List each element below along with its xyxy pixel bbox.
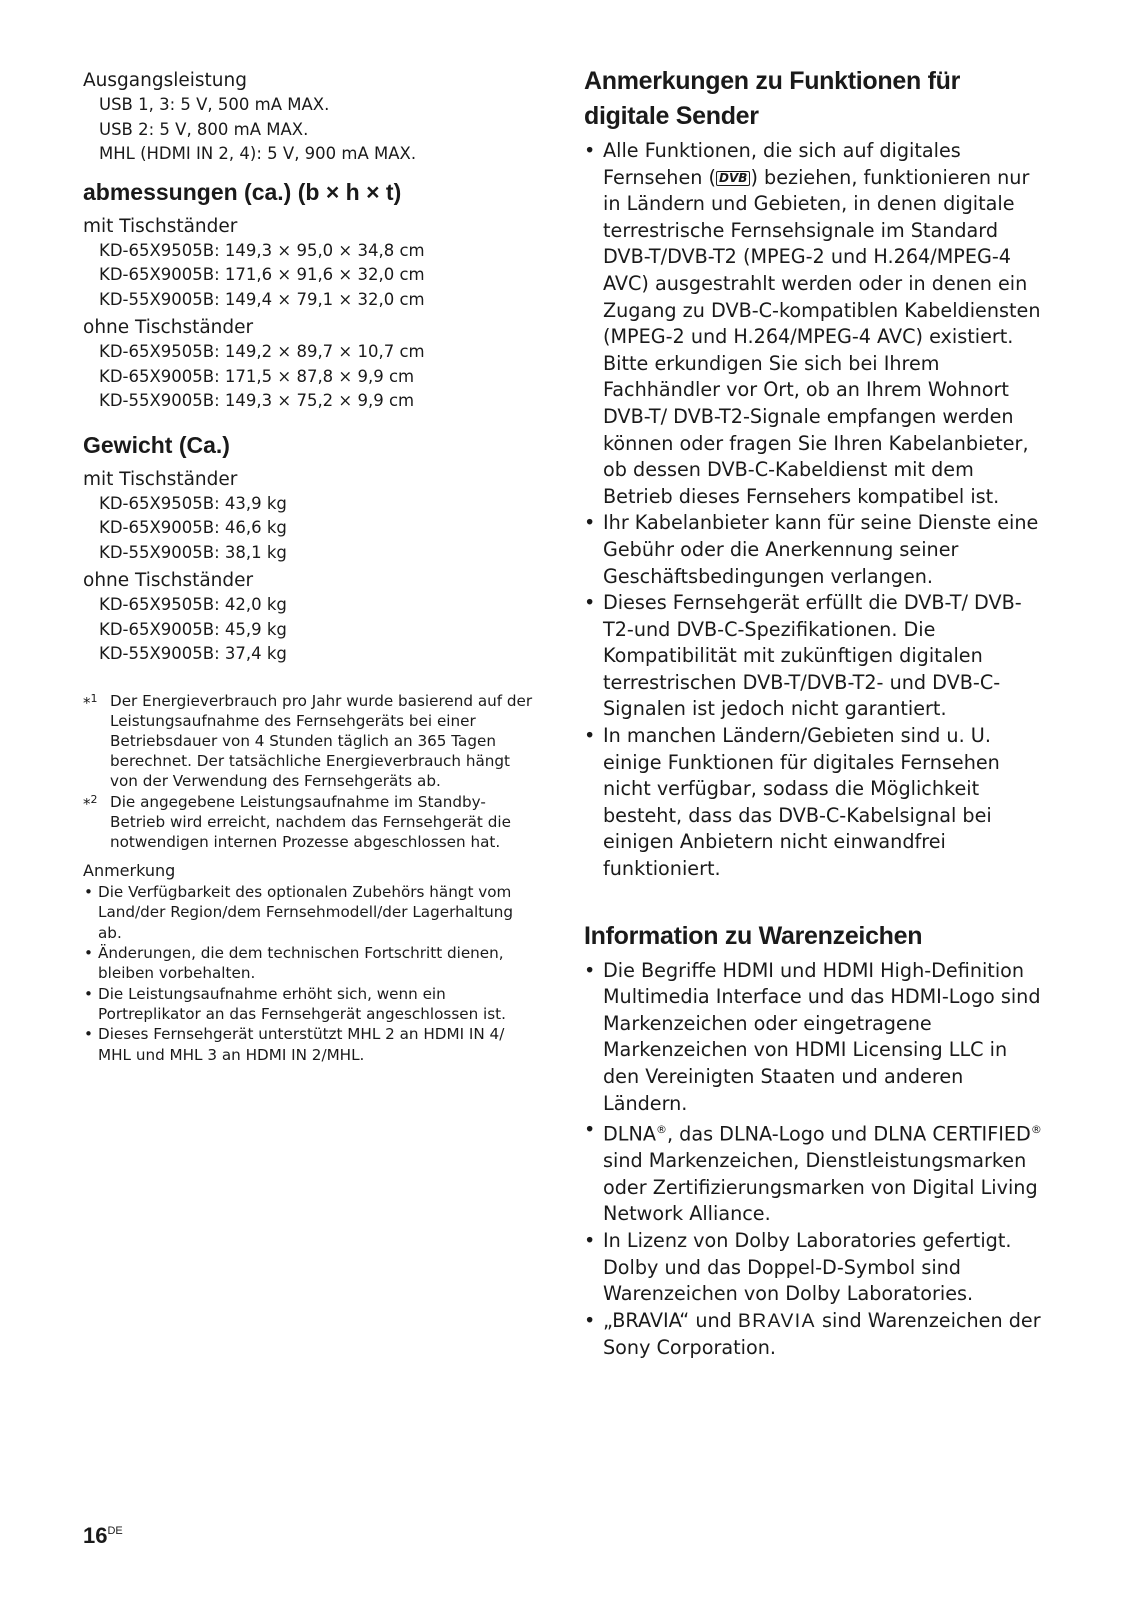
left-column [83,69,533,1065]
output-line: USB 2: 5 V, 800 mA MAX. [99,119,309,139]
dimension-line: KD-65X9505B: 149,2 × 89,7 × 10,7 cm [99,342,425,361]
with-stand-label: mit Tischständer [83,468,238,490]
dimensions-without-stand [83,316,533,414]
weight-line: KD-65X9505B: 43,9 kg [99,493,287,513]
weight-heading: Gewicht (Ca.) [83,431,230,458]
footnote-1 [83,691,533,792]
dimensions-heading: abmessungen (ca.) (b × h × t) [83,178,402,205]
with-stand-label: mit Tischständer [83,215,238,237]
digital-note-item: • Dieses Fernsehgerät erfüllt die DVB-T/ DVB-T2-und DVB-C-Spezifikationen. Die Kompatibilität mit zukünftigen digitalen terrestrischen DVB-T/DVB-T2- und DVB-C-Signalen ist jedoch nicht garantiert. [584,590,1049,723]
digital-note-item: • In manchen Ländern/Gebieten sind u. U. einige Funktionen für digitales Fernsehen nicht verfügbar, sodass die Möglichkeit besteht, dass das DVB-C-Kabelsignal bei einigen Anbietern nicht einwandfrei funktioniert. [584,723,1049,883]
weight-line: KD-65X9005B: 45,9 kg [99,619,287,639]
trademark-item: • „BRAVIA“ und BRAVIA sind Warenzeichen der Sony Corporation. [584,1308,1049,1362]
note-item: • Dieses Fernsehgerät unterstützt MHL 2 an HDMI IN 4/ MHL und MHL 3 an HDMI IN 2/MHL. [83,1024,533,1065]
weight-without-stand [83,569,533,667]
footnote-text: Der Energieverbrauch pro Jahr wurde basierend auf der Leistungsaufnahme des Fernsehgeräts bei einer Betriebsdauer von 4 Stunden täglich an 365 Tagen berechnet. Der tatsächliche Energieverbrauch hängt von der Verwendung des Fernsehgeräts ab. [110,691,533,791]
bravia-logo: BRAVIA [737,1310,816,1332]
weight-with-stand [83,468,533,566]
output-line: USB 1, 3: 5 V, 500 mA MAX. [99,95,330,114]
output-line: MHL (HDMI IN 2, 4): 5 V, 900 mA MAX. [99,144,417,163]
trademark-item: • Die Begriffe HDMI und HDMI High-Definition Multimedia Interface und das HDMI-Logo sind Markenzeichen oder eingetragene Markenzeichen von HDMI Licensing LLC in den Vereinigten Staaten und anderen Ländern. [584,958,1049,1118]
dimension-line: KD-55X9005B: 149,4 × 79,1 × 32,0 cm [99,289,425,309]
weight-line: KD-55X9005B: 38,1 kg [99,542,287,562]
right-column [584,64,1049,1362]
weight-line: KD-65X9505B: 42,0 kg [99,595,287,614]
output-power-group [83,69,533,167]
without-stand-label: ohne Tischständer [83,317,254,338]
trademark-item: • In Lizenz von Dolby Laboratories gefertigt. Dolby und das Doppel-D-Symbol sind Warenzeichen von Dolby Laboratories. [584,1228,1049,1308]
note-list [83,882,533,1065]
footnote-2 [83,792,533,853]
weight-line: KD-55X9005B: 37,4 kg [99,644,287,663]
dimension-line: KD-55X9005B: 149,3 × 75,2 × 9,9 cm [99,391,415,410]
digital-note-item: • Ihr Kabelanbieter kann für seine Dienste eine Gebühr oder die Anerkennung seiner Geschäftsbedingungen verlangen. [584,510,1049,590]
digital-functions-heading: Anmerkungen zu Funktionen für digitale Sender [584,67,961,130]
trademark-list [584,958,1049,1362]
page-number: 16DE [83,1523,123,1548]
dimension-line: KD-65X9005B: 171,6 × 91,6 × 32,0 cm [99,265,425,284]
digital-note-item: • Alle Funktionen, die sich auf digitales Fernsehen ( DVB ) beziehen, funktionieren nur in Ländern und Gebieten, in denen digitale terrestrische Fernsehsignale im Standard DVB-T/DVB-T2 (MPEG-2 und H.264/MPEG-4 AVC) ausgestrahlt werden oder in denen ein Zugang zu DVB-C-kompatiblen Kabeldiensten (MPEG-2 und H.264/MPEG-4 AVC) existiert. Bitte erkundigen Sie sich bei Ihrem Fachhändler vor Ort, ob an Ihrem Wohnort DVB-T/ DVB-T2-Signale empfangen werden können oder fragen Sie Ihren Kabelanbieter, ob dessen DVB-C-Kabeldienst mit dem Betrieb dieses Fernsehers kompatibel ist. [584,138,1049,510]
digital-notes-list [584,138,1049,883]
note-item: • Die Verfügbarkeit des optionalen Zubehörs hängt vom Land/der Region/dem Fernsehmodell/der Lagerhaltung ab. [83,882,533,943]
footnote-marker: *$^2$ [83,792,98,813]
trademark-heading: Information zu Warenzeichen [584,921,923,950]
footnote-marker: *$^1$ [83,691,98,712]
dimension-line: KD-65X9505B: 149,3 × 95,0 × 34,8 cm [99,240,425,260]
dimension-line: KD-65X9005B: 171,5 × 87,8 × 9,9 cm [99,366,415,386]
trademark-item: • DLNA®, das DLNA-Logo und DLNA CERTIFIED® sind Markenzeichen, Dienstleistungsmarken oder Zertifizierungsmarken von Digital Living Network Alliance. [584,1117,1049,1228]
footnote-text: Die angegebene Leistungsaufnahme im Standby-Betrieb wird erreicht, nachdem das Fernsehgerät die notwendigen internen Prozesse abgeschlossen hat. [110,792,511,851]
dimensions-with-stand [83,215,533,313]
page-lang: DE [107,1525,123,1537]
without-stand-label: ohne Tischständer [83,570,254,591]
dvb-logo-icon: DVB [716,171,750,186]
note-label: Anmerkung [83,861,176,881]
output-power-label: Ausgangsleistung [83,70,247,91]
weight-line: KD-65X9005B: 46,6 kg [99,518,287,537]
note-item: • Die Leistungsaufnahme erhöht sich, wenn ein Portreplikator an das Fernsehgerät angeschlossen ist. [83,984,533,1025]
note-item: • Änderungen, die dem technischen Fortschritt dienen, bleiben vorbehalten. [83,943,533,984]
